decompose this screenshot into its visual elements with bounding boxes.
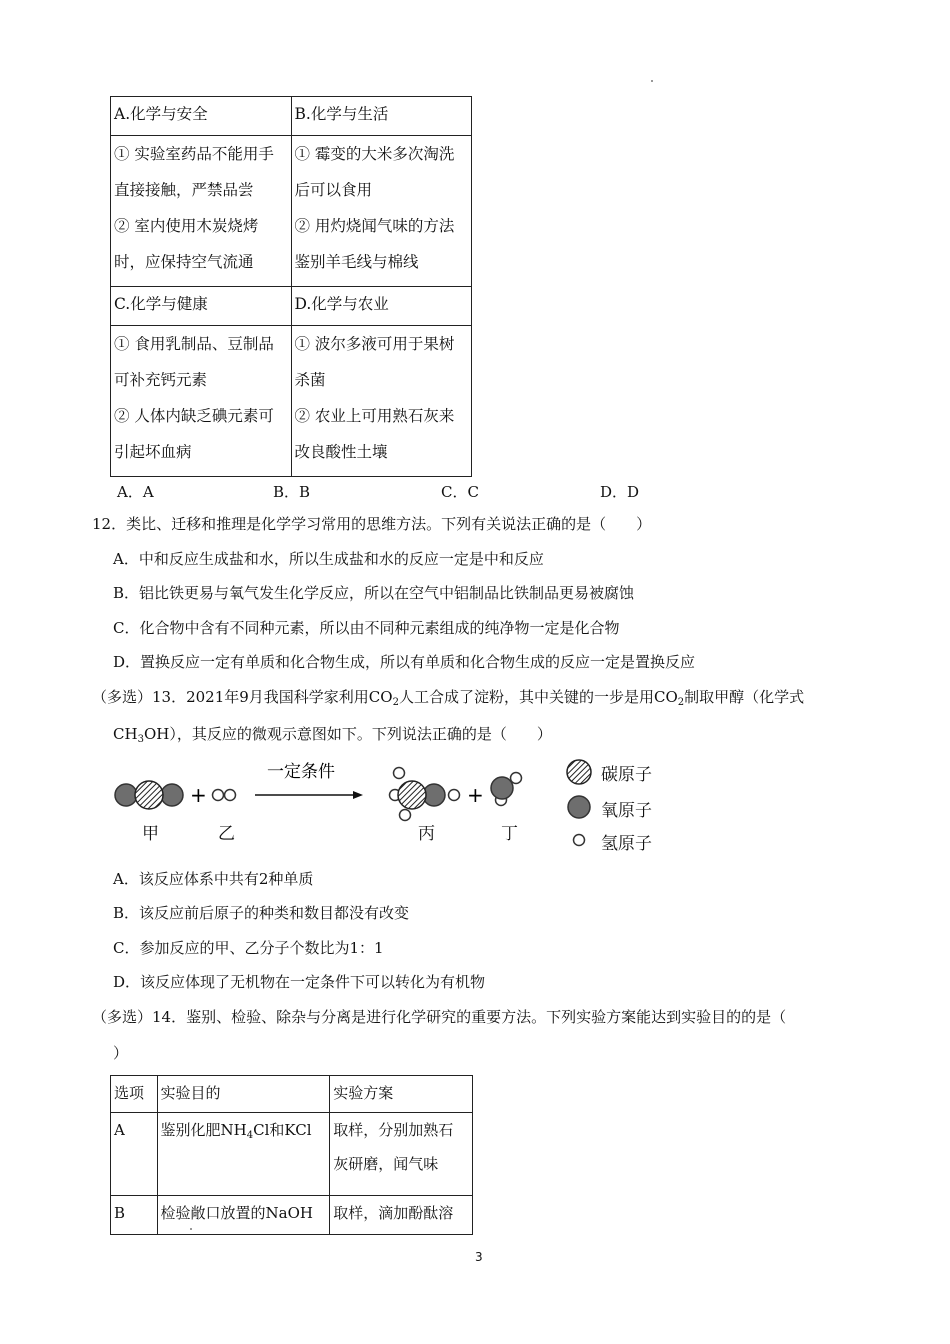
speck: [190, 1228, 192, 1230]
hydrogen-atom-icon: [574, 835, 585, 846]
q13-option-c[interactable]: C．参加反应的甲、乙分子个数比为1：1: [113, 939, 384, 957]
q13-option-a[interactable]: A．该反应体系中共有2种单质: [113, 870, 314, 888]
page-number: 3: [475, 1250, 483, 1264]
label-ding: 丁: [501, 824, 518, 844]
ch3oh-molecule: [390, 768, 460, 821]
cell-a-body: [111, 136, 292, 287]
q12-option-b[interactable]: B．铝比铁更易与氧气发生化学反应，所以在空气中铝制品比铁制品更易被腐蚀: [113, 584, 635, 602]
co2-molecule: [115, 781, 183, 809]
row-a-plan: 取样，分别加熟石 灰研磨，闻气味: [330, 1113, 473, 1196]
header-plan: 实验方案: [330, 1076, 473, 1113]
reaction-diagram: [105, 755, 665, 855]
header-purpose: 实验目的: [157, 1076, 330, 1113]
q12-option-d[interactable]: D．置换反应一定有单质和化合物生成，所以有单质和化合物生成的反应一定是置换反应: [113, 653, 696, 671]
q13-stem-line1: （多选）13．2021年9月我国科学家利用$CO_2$人工合成了淀粉，其中关键的一步是用$CO_2$制取甲醇（化学式: [92, 688, 805, 708]
header-option: 选项: [111, 1076, 158, 1113]
legend-oxygen: 氧原子: [601, 801, 652, 821]
legend-hydrogen: 氢原子: [601, 834, 652, 854]
q13-stem-line2: $CH_3OH$），其反应的微观示意图如下。下列说法正确的是（ ）: [113, 725, 552, 745]
q12-option-a[interactable]: A．中和反应生成盐和水，所以生成盐和水的反应一定是中和反应: [113, 550, 544, 568]
q12-option-c[interactable]: C．化合物中含有不同种元素，所以由不同种元素组成的纯净物一定是化合物: [113, 619, 620, 637]
cell-line: 后可以食用: [294, 181, 373, 199]
cell-line: 改良酸性土壤: [294, 443, 388, 461]
cell-a-header: A.化学与安全: [111, 97, 292, 136]
label-bing: 丙: [418, 824, 435, 844]
cell-line: 时，应保持空气流通: [114, 253, 254, 271]
cell-line: 直接接触，严禁品尝: [114, 181, 254, 199]
plus-sign: +: [190, 783, 207, 807]
cell-line: 可补充钙元素: [114, 371, 208, 389]
cell-line: 杀菌: [294, 371, 326, 389]
cell-line: ① 实验室药品不能用手: [114, 145, 274, 163]
q14-stem-end: ）: [113, 1044, 129, 1062]
cell-line: ② 室内使用木炭烧烤: [114, 217, 259, 235]
reaction-condition: 一定条件: [267, 762, 335, 782]
q13-option-d[interactable]: D．该反应体现了无机物在一定条件下可以转化为有机物: [113, 973, 486, 991]
q11-option-c[interactable]: C．C: [441, 483, 479, 501]
cell-c-body: [111, 326, 292, 477]
h2o-molecule: [491, 773, 522, 806]
legend-carbon: 碳原子: [601, 765, 652, 785]
comparison-table: [110, 96, 472, 477]
cell-d-header: D.化学与农业: [291, 287, 472, 326]
row-b-plan: 取样，滴加酚酞溶: [330, 1196, 473, 1235]
cell-c-header: C.化学与健康: [111, 287, 292, 326]
cell-line: ① 波尔多液可用于果树: [294, 335, 455, 353]
oxygen-atom-icon: [568, 796, 590, 818]
arrow-head-icon: [353, 791, 363, 799]
q11-option-a[interactable]: A．A: [117, 483, 154, 501]
label-jia: 甲: [142, 824, 159, 844]
experiment-table: [110, 1075, 473, 1235]
cell-line: ① 霉变的大米多次淘洗: [294, 145, 455, 163]
cell-b-header: B.化学与生活: [291, 97, 472, 136]
cell-line: ① 食用乳制品、豆制品: [114, 335, 274, 353]
cell-line: 鉴别羊毛线与棉线: [294, 253, 419, 271]
row-a-purpose: 鉴别化肥$NH_4Cl$和KCl: [157, 1113, 330, 1196]
label-yi: 乙: [218, 824, 235, 844]
h2-molecule: [213, 790, 236, 801]
cell-line: ② 人体内缺乏碘元素可: [114, 407, 274, 425]
row-a-option: A: [111, 1113, 158, 1196]
row-b-purpose: 检验敞口放置的NaOH: [157, 1196, 330, 1235]
q11-option-d[interactable]: D．D: [600, 483, 640, 501]
carbon-atom-icon: [567, 760, 591, 784]
cell-b-body: [291, 136, 472, 287]
q12-stem: 12．类比、迁移和推理是化学学习常用的思维方法。下列有关说法正确的是（ ）: [92, 515, 652, 533]
plus-sign: +: [467, 783, 484, 807]
cell-d-body: [291, 326, 472, 477]
speck: [651, 80, 653, 82]
cell-line: ② 农业上可用熟石灰来: [294, 407, 455, 425]
cell-line: ② 用灼烧闻气味的方法: [294, 217, 455, 235]
row-b-option: B: [111, 1196, 158, 1235]
q11-option-b[interactable]: B．B: [273, 483, 311, 501]
q14-stem: （多选）14．鉴别、检验、除杂与分离是进行化学研究的重要方法。下列实验方案能达到实验目的的是（: [92, 1008, 787, 1026]
q13-option-b[interactable]: B．该反应前后原子的种类和数目都没有改变: [113, 904, 410, 922]
cell-line: 引起坏血病: [114, 443, 192, 461]
